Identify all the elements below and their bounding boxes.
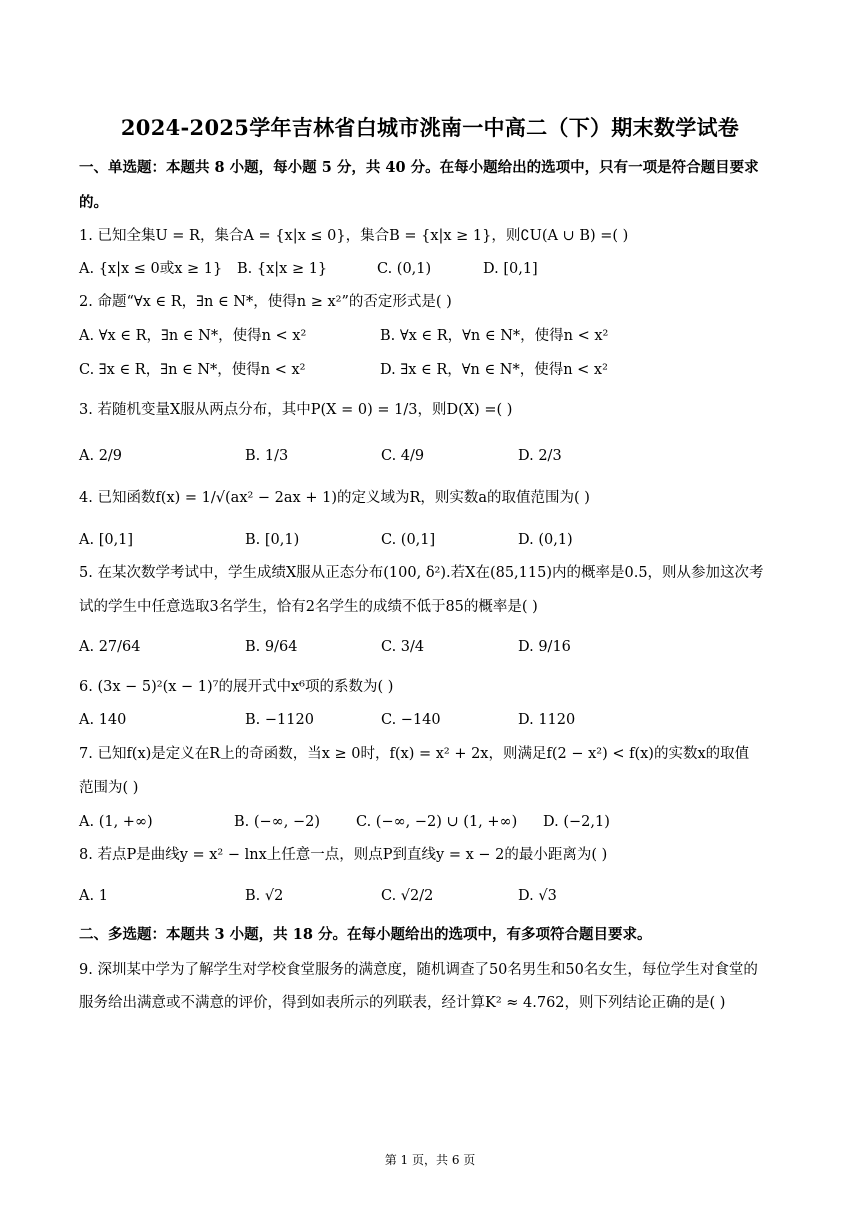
page-footer: 第 1 页，共 6 页 <box>384 1153 476 1167</box>
q3-option-b: B. 1/3 <box>245 448 289 464</box>
question-5-stem: 5. 在某次数学考试中，学生成绩X服从正态分布(100, δ²).若X在(85,115)内的概率是0.5，则从参加这次考 <box>79 565 764 581</box>
q1-option-c: C. (0,1) <box>377 261 432 277</box>
q1-option-a: A. {x|x ≤ 0或x ≥ 1} <box>79 261 223 277</box>
q5-option-c: C. 3/4 <box>381 639 425 655</box>
q2-option-d: D. ∃x ∈ R，∀n ∈ N*，使得n < x² <box>380 362 608 378</box>
q5-option-a: A. 27/64 <box>79 639 141 655</box>
q4-option-a: A. [0,1] <box>79 532 134 548</box>
q5-option-d: D. 9/16 <box>518 639 571 655</box>
question-9-stem-cont: 服务给出满意或不满意的评价，得到如表所示的列联表，经计算K² ≈ 4.762，则下列结论正确的是( ) <box>79 995 726 1011</box>
page-title: 2024-2025学年吉林省白城市洮南一中高二（下）期末数学试卷 <box>120 115 740 140</box>
q2-option-b: B. ∀x ∈ R，∀n ∈ N*，使得n < x² <box>380 328 609 344</box>
q8-option-a: A. 1 <box>79 888 108 904</box>
question-7-stem: 7. 已知f(x)是定义在R上的奇函数，当x ≥ 0时，f(x) = x² + 2x，则满足f(2 − x²) < f(x)的实数x的取值 <box>79 746 750 762</box>
q7-option-b: B. (−∞, −2) <box>234 814 321 830</box>
q6-option-d: D. 1120 <box>518 712 576 728</box>
q6-option-b: B. −1120 <box>245 712 314 728</box>
section1-heading: 一、单选题：本题共 8 小题，每小题 5 分，共 40 分。在每小题给出的选项中，只有一项是符合题目要求 <box>79 159 759 176</box>
q7-option-c: C. (−∞, −2) ∪ (1, +∞) <box>356 814 518 830</box>
question-1-stem: 1. 已知全集U = R，集合A = {x|x ≤ 0}，集合B = {x|x ≥ 1}，则∁U(A ∪ B) =( ) <box>79 228 629 244</box>
section1-heading-cont: 的。 <box>79 194 108 211</box>
q4-option-d: D. (0,1) <box>518 532 573 548</box>
q3-option-a: A. 2/9 <box>79 448 123 464</box>
q8-option-c: C. √2/2 <box>381 888 434 904</box>
q6-option-a: A. 140 <box>79 712 127 728</box>
q1-option-b: B. {x|x ≥ 1} <box>237 261 328 277</box>
question-6-stem: 6. (3x − 5)²(x − 1)⁷的展开式中x⁶项的系数为( ) <box>79 679 394 695</box>
question-4-stem: 4. 已知函数f(x) = 1/√(ax² − 2ax + 1)的定义域为R，则实数a的取值范围为( ) <box>79 490 590 506</box>
q5-option-b: B. 9/64 <box>245 639 298 655</box>
question-3-stem: 3. 若随机变量X服从两点分布，其中P(X = 0) = 1/3，则D(X) =( ) <box>79 402 513 418</box>
q3-option-c: C. 4/9 <box>381 448 425 464</box>
question-2-stem: 2. 命题“∀x ∈ R，∃n ∈ N*，使得n ≥ x²”的否定形式是( ) <box>79 294 452 310</box>
question-5-stem-cont: 试的学生中任意选取3名学生，恰有2名学生的成绩不低于85的概率是( ) <box>79 599 538 615</box>
q2-option-c: C. ∃x ∈ R，∃n ∈ N*，使得n < x² <box>79 362 306 378</box>
question-8-stem: 8. 若点P是曲线y = x² − lnx上任意一点，则点P到直线y = x − 2的最小距离为( ) <box>79 847 608 863</box>
q8-option-b: B. √2 <box>245 888 284 904</box>
q7-option-a: A. (1, +∞) <box>79 814 153 830</box>
question-9-stem: 9. 深圳某中学为了解学生对学校食堂服务的满意度，随机调查了50名男生和50名女生，每位学生对食堂的 <box>79 962 758 978</box>
q6-option-c: C. −140 <box>381 712 441 728</box>
q7-option-d: D. (−2,1) <box>543 814 610 830</box>
question-7-stem-cont: 范围为( ) <box>79 780 139 796</box>
q4-option-c: C. (0,1] <box>381 532 436 548</box>
q2-option-a: A. ∀x ∈ R，∃n ∈ N*，使得n < x² <box>79 328 307 344</box>
q8-option-d: D. √3 <box>518 888 557 904</box>
q3-option-d: D. 2/3 <box>518 448 562 464</box>
q1-option-d: D. [0,1] <box>483 261 538 277</box>
section2-heading: 二、多选题：本题共 3 小题，共 18 分。在每小题给出的选项中，有多项符合题目要求。 <box>79 926 652 943</box>
q4-option-b: B. [0,1) <box>245 532 300 548</box>
